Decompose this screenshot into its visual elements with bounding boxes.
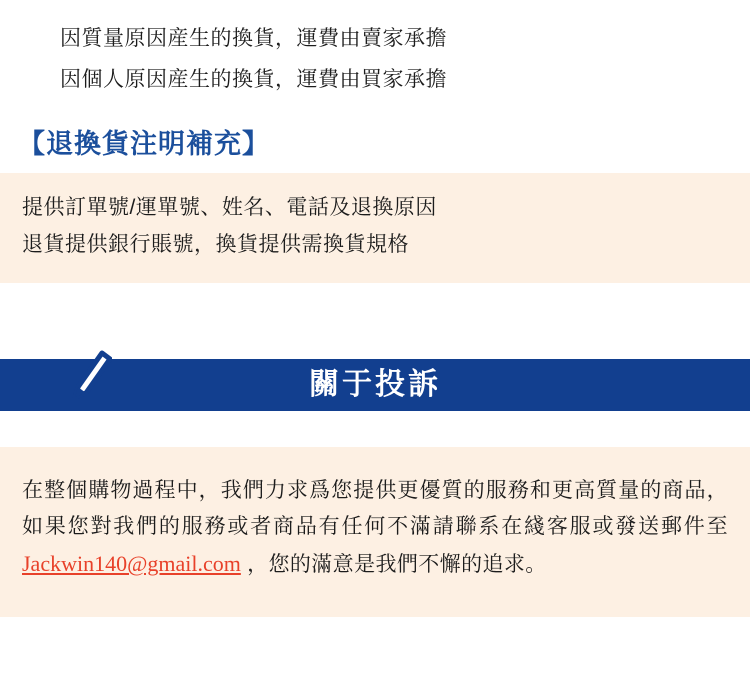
complaint-banner (0, 335, 750, 419)
return-note-line: 退貨提供銀行賬號，換貨提供需換貨規格 (22, 233, 409, 256)
complaint-text-after: ，您的滿意是我們不懈的追求。 (240, 553, 547, 577)
policy-line: 因個人原因産生的換貨，運費由買家承擔 (60, 68, 447, 91)
policy-line: 因質量原因産生的換貨，運費由賣家承擔 (60, 27, 447, 50)
complaint-text-before: 在整個購物過程中，我們力求爲您提供更優質的服務和更高質量的商品，如果您對我們的服務或者商品有任何不滿請聯系在綫客服或發送郵件至 (22, 479, 728, 539)
banner-title: 關于投訴 (309, 368, 441, 401)
return-note-box (0, 173, 750, 283)
return-policy-lines (0, 0, 750, 100)
complaint-paragraph (22, 473, 728, 583)
complaint-text-box (0, 447, 750, 617)
pencil-note-icon (38, 341, 112, 415)
return-note-line: 提供訂單號/運單號、姓名、電話及退換原因 (22, 196, 437, 219)
support-email-link[interactable]: Jackwin140@gmail.com (22, 551, 241, 577)
return-note-heading: 【退換貨注明補充】 (18, 129, 270, 159)
